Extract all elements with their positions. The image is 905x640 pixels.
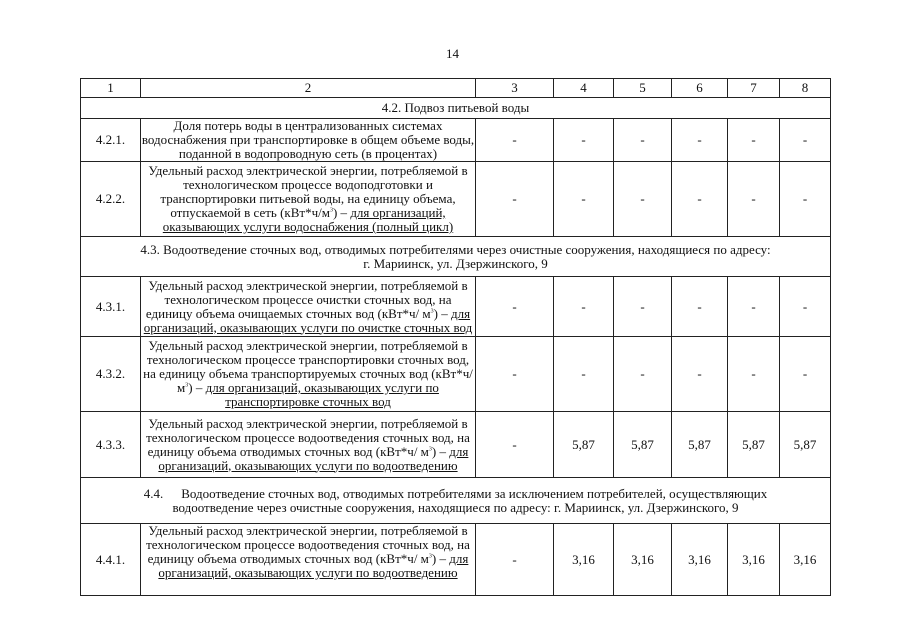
indicators-table: [80, 78, 831, 596]
table-row: [81, 277, 831, 337]
header-row: [81, 79, 831, 98]
value-cell: 5,87: [554, 412, 614, 478]
row-description: [141, 337, 476, 412]
desc-underlined: для организаций, оказывающих услуги водоснабжения (полный цикл): [162, 205, 454, 234]
header-cell: 2: [141, 79, 476, 98]
value-cell: 3,16: [614, 524, 672, 596]
section-title-line: 4.3. Водоотведение сточных вод, отводимых потребителями через очистные сооружения, находящиеся по адресу:: [140, 241, 771, 257]
table-row: [81, 162, 831, 237]
row-code: 4.2.1.: [81, 119, 141, 162]
value-cell: -: [672, 119, 728, 162]
section-title-4-2: 4.2. Подвоз питьевой воды: [81, 98, 831, 119]
desc-text: ) –: [433, 305, 451, 321]
value-cell: 5,87: [728, 412, 780, 478]
table-row: [81, 412, 831, 478]
desc-superscript: 3: [428, 553, 432, 560]
section-title-4-4: [81, 478, 831, 524]
desc-text: Удельный расход электрической энергии, потребляемой в технологическом процессе водоотведения сточных вод, на единицу объема отводимых сточных вод (кВт*ч/ м: [146, 415, 470, 459]
value-cell: 5,87: [614, 412, 672, 478]
row-code: 4.3.1.: [81, 277, 141, 337]
value-cell: -: [728, 277, 780, 337]
section-row: [81, 478, 831, 524]
section-row: [81, 237, 831, 277]
value-cell: -: [476, 162, 554, 237]
desc-underlined: для организаций, оказывающих услуги по водоотведению: [158, 443, 469, 473]
header-cell: 4: [554, 79, 614, 98]
value-cell: -: [614, 119, 672, 162]
desc-text: Удельный расход электрической энергии, потребляемой в технологическом процессе водоотведения сточных вод, на единицу объема отводимых сточных вод (кВт*ч/ м: [146, 523, 470, 566]
value-cell: 3,16: [672, 524, 728, 596]
header-cell: 8: [780, 79, 831, 98]
section-title-4-3: [81, 237, 831, 277]
value-cell: -: [780, 162, 831, 237]
row-code: 4.2.2.: [81, 162, 141, 237]
desc-text: ) –: [188, 380, 206, 395]
value-cell: -: [476, 277, 554, 337]
value-cell: -: [672, 162, 728, 237]
desc-text: ) –: [431, 443, 450, 459]
value-cell: -: [554, 337, 614, 412]
value-cell: 3,16: [554, 524, 614, 596]
value-cell: -: [554, 119, 614, 162]
desc-superscript: 3: [430, 308, 434, 315]
value-cell: -: [672, 337, 728, 412]
header-cell: 3: [476, 79, 554, 98]
value-cell: -: [614, 337, 672, 412]
section-number: 4.4.: [143, 485, 164, 501]
desc-underlined: для организаций, оказывающих услуги по водоотведению: [158, 551, 469, 580]
value-cell: -: [672, 277, 728, 337]
row-code: 4.3.2.: [81, 337, 141, 412]
value-cell: -: [476, 524, 554, 596]
table-row: [81, 119, 831, 162]
value-cell: -: [614, 277, 672, 337]
section-title-line: водоотведение через очистные сооружения, находящиеся по адресу: г. Мариинск, ул. Дзержинского, 9: [172, 499, 739, 515]
row-description: [141, 524, 476, 596]
row-description: [141, 162, 476, 237]
value-cell: 3,16: [728, 524, 780, 596]
row-description: [141, 277, 476, 337]
desc-underlined: для организаций, оказывающих услуги по очистке сточных вод: [143, 305, 473, 335]
row-description: [141, 412, 476, 478]
row-code: 4.3.3.: [81, 412, 141, 478]
value-cell: -: [728, 119, 780, 162]
desc-text: ) –: [332, 205, 351, 220]
value-cell: -: [476, 412, 554, 478]
desc-superscript: 3: [428, 446, 432, 453]
section-title-line: 4.4. Водоотведение сточных вод, отводимых потребителями за исключением потребителей, осуществляющих: [143, 485, 768, 501]
section-title-line: г. Мариинск, ул. Дзержинского, 9: [363, 255, 548, 271]
desc-text: Удельный расход электрической энергии, потребляемой в технологическом процессе транспортировки сточных вод, на единицу объема транспортируемых сточных вод (кВт*ч/ м: [143, 338, 473, 395]
page-number: 14: [446, 46, 459, 61]
desc-superscript: 3: [185, 382, 189, 389]
value-cell: -: [476, 337, 554, 412]
header-cell: 1: [81, 79, 141, 98]
header-cell: 7: [728, 79, 780, 98]
value-cell: -: [780, 337, 831, 412]
value-cell: -: [554, 162, 614, 237]
value-cell: 5,87: [672, 412, 728, 478]
section-row: [81, 98, 831, 119]
value-cell: -: [614, 162, 672, 237]
header-cell: 6: [672, 79, 728, 98]
desc-superscript: 3: [329, 207, 333, 214]
value-cell: -: [728, 162, 780, 237]
header-cell: 5: [614, 79, 672, 98]
value-cell: -: [728, 337, 780, 412]
value-cell: -: [476, 119, 554, 162]
row-code: 4.4.1.: [81, 524, 141, 596]
table-row: [81, 524, 831, 596]
desc-text: Удельный расход электрической энергии, потребляемой в технологическом процессе очистки сточных вод, на единицу объема очищаемых сточных вод (кВт*ч/ м: [145, 277, 468, 321]
value-cell: 3,16: [780, 524, 831, 596]
value-cell: -: [554, 277, 614, 337]
value-cell: 5,87: [780, 412, 831, 478]
value-cell: -: [780, 119, 831, 162]
row-description: Доля потерь воды в централизованных системах водоснабжения при транспортировке в общем объеме воды, поданной в водопроводную сеть (в процентах): [141, 118, 475, 161]
desc-text: ) –: [431, 551, 450, 566]
value-cell: -: [780, 277, 831, 337]
desc-text: Удельный расход электрической энергии, потребляемой в технологическом процессе водоподготовки и транспортировки питьевой воды, на единицу объема, отпускаемой в сеть (кВт*ч/м: [148, 163, 468, 220]
table-row: [81, 337, 831, 412]
desc-underlined: для организаций, оказывающих услуги по транспортировке сточных вод: [205, 380, 439, 409]
